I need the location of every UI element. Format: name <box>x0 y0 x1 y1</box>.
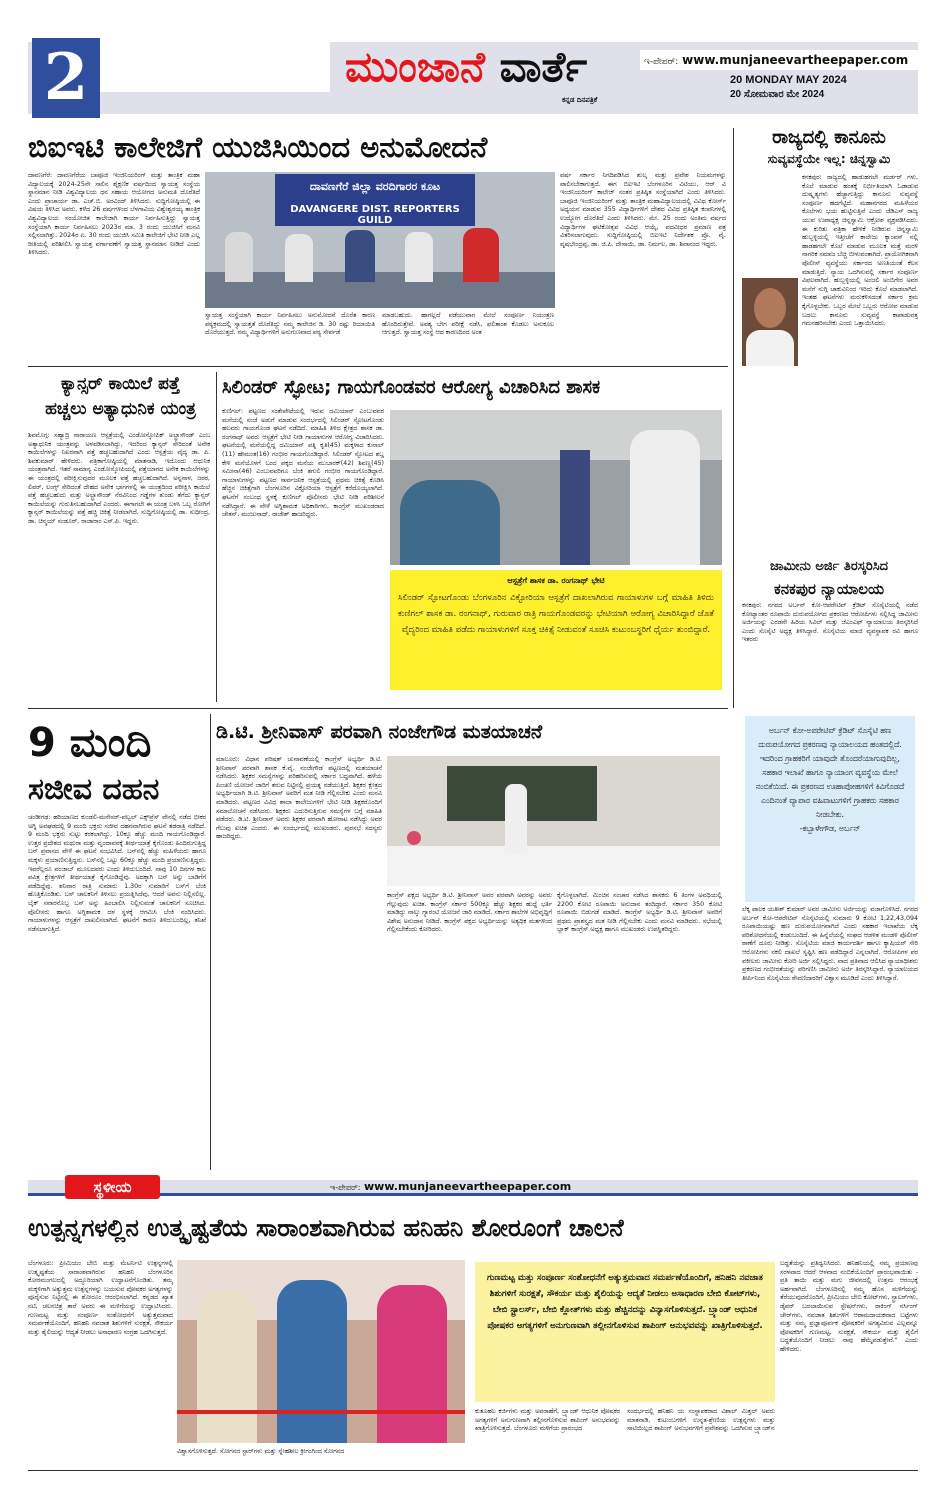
headline-dts: ಡಿ.ಟಿ. ಶ್ರೀನಿವಾಸ್ ಪರವಾಗಿ ನಂಜೇಗೌಡ ಮತಯಾಚನೆ <box>216 721 543 743</box>
story1-under-a: ಸ್ವಾಯತ್ತ ಸಂಸ್ಥೆಯಾಗಿ ಕಾರ್ಯ ನಿರ್ವಹಿಸಲು ಅನುಮೋದನೆ ದೊರೆತ ಕಾರಣ ಪಠ್ಯಕ್ರಮದಲ್ಲಿ ಸ್ವಾಯತ್ತತೆ ದೊರೆತಿದ್ದು ನಮ್ಮ ಕಾಲೇಜಿನ ಡಿ. 30 ರಷ್ಟು ರಿಯಾಯಿತಿ ದೊರೆಯುತ್ತದೆ. ನಮ್ಮ ವಿದ್ಯಾರ್ಥಿಗಳಿಗೆ ಅನುಗುಣವಾದ ಪಠ್ಯ ಸೇರ್ಪಡೆ <box>205 312 375 337</box>
story-showroom-col1: ಬೆಂಗಳೂರು: ಪ್ರೀಮಿಯಂ ಬೇಬಿ ಮತ್ತು ಮೆಟರ್ನಿಟಿ ಉತ್ಪನ್ನಗಳಲ್ಲಿ ಉತ್ಕೃಷ್ಟತೆಯ ಸಾರಾಂಶವಾಗಿರುವ ಹನಿಹನಿ ಬೆಂಗಳೂರಿನ ಕೋರಮಂಗಲದಲ್ಲಿ ಅದ್ಧೂರಿಯಾಗಿ ಉದ್ಘಾಟನೆಗೊಂಡಿತು. ತಮ್ಮ ಮಕ್ಕಳಿಗಾಗಿ ಅತ್ಯುತ್ತಮ ಉತ್ಪನ್ನಗಳನ್ನು ಬಯಸುವ ಪೋಷಕರ ಅಗತ್ಯಗಳನ್ನು ಪೂರೈಸುವ ನಿಟ್ಟಿನಲ್ಲಿ ಈ ಶೋರೂಂ ಆರಂಭಿಸಲಾಗಿದೆ. ಕನ್ನಡದ ಖ್ಯಾತ ನಟಿ, ಚಲನಚಿತ್ರ ತಾರೆ ಅವರು ಈ ಮಳಿಗೆಯನ್ನು ಉದ್ಘಾಟಿಸಿದರು. ಗುಣಮಟ್ಟ ಮತ್ತು ಸಂಪೂರ್ಣ ಸಂಶೋಧನೆಗೆ ಅತ್ಯುತ್ತಮವಾದ ಸಮರ್ಪಣೆಯೊಂದಿಗೆ, ಹನಿಹನಿ ನವಜಾತ ಶಿಶುಗಳಿಗೆ ಸುರಕ್ಷತೆ, ಸೌಕರ್ಯ ಮತ್ತು ಶೈಲಿಯನ್ನು ಆದ್ಯತೆ ನೀಡಲು ಅಸಾಧಾರಣ ಸಂಗ್ರಹ ಒದಗಿಸುತ್ತದೆ. <box>28 1260 173 1336</box>
date-en: 20 MONDAY MAY 2024 <box>730 74 847 86</box>
story1-under-b: ಮಾಡಬಹುದು. ಹಾಗಲ್ಲದೆ ಪಡೆಯುವಾಗ ಮೇಲೆ ಸಂಪೂರ್ಣ ನಿಯಂತ್ರಣ ಹೊಂದಿರುತ್ತೇವೆ. ಅವಶ್ಯ ಬೇಗ ಪರೀಕ್ಷೆ ನಡೆಸಿ, ಫಲಿತಾಂಶ ಕೊಡಲು ಅನುಕೂಲ ಆಗುತ್ತದೆ. ಸ್ವಾಯತ್ತ ಸಂಸ್ಥೆ ಆದ ಕಾರಣದಿಂದ ಅಂತ <box>382 312 554 337</box>
logo-red: ಮುಂಜಾನೆ <box>345 42 485 91</box>
logo <box>345 42 587 92</box>
masthead-white-strip <box>100 42 330 92</box>
photo-campaign <box>387 756 720 886</box>
caption-box-hospital: ಆಸ್ಪತ್ರೆಗೆ ಶಾಸಕ ಡಾ. ರಂಗನಾಥ್ ಭೇಟಿ ಸಿಲಿಂಡರ್ ಸ್ಫೋಟಗೊಂಡು ಬೆಂಗಳೂರಿನ ವಿಕ್ಟೋರಿಯಾ ಆಸ್ಪತ್ರೆಗೆ ದಾಖಲಾಗಿರುವ ಗಾಯಾಳುಗಳ ಬಗ್ಗೆ ಮಾಹಿತಿ ತಿಳಿದು ಕುಣಿಗಲ್ ಶಾಸಕ ಡಾ. ರಂಗನಾಥ್, ಗುರುವಾರ ರಾತ್ರಿ ಗಾಯಗೊಂಡವರನ್ನು ಭೇಟಿಯಾಗಿ ಆರೋಗ್ಯ ವಿಚಾರಿಸಿದ್ದಾರೆ ಜೊತೆ ವೈದ್ಯರಿಂದ ಮಾಹಿತಿ ಪಡೆದು ಗಾಯಾಳುಗಳಿಗೆ ಸೂಕ್ತ ಚಿಕಿತ್ಸೆ ನೀಡುವಂತೆ ಸೂಚಿಸಿ ಕುಟುಂಬಸ್ಥರಿಗೆ ಧೈರ್ಯ ತುಂಬಿದ್ದಾರೆ. <box>390 570 722 690</box>
headline-law: ರಾಜ್ಯದಲ್ಲಿ ಕಾನೂನು ಸುವ್ಯವಸ್ಥೆಯೇ ಇಲ್ಲ: ಚಿನ್ನಸ್ವಾಮಿ <box>767 127 891 166</box>
story-cylinder-text: ಕುಣಿಗಲ್: ಪಟ್ಟಣದ ಸಂತೇಪೇಟೆಯಲ್ಲಿ ಇರುವ ದಮಿಯಾನ್ ಎಂಬುವವರ ಮನೆಯಲ್ಲಿ ಸಂಜೆ ಅಡುಗೆ ಮಾಡುವ ಸಂದರ್ಭದಲ್ಲಿ ಸಿಲಿಂಡರ್ ಸ್ಫೋಟಗೊಂಡು ಹಲವರು ಗಾಯಗೊಂಡ ಘಟನೆ ನಡೆದಿದೆ. ಮಾಹಿತಿ ತಿಳಿದ ಕ್ಷೇತ್ರದ ಶಾಸಕ ಡಾ. ರಂಗನಾಥ್ ಅವರು ಆಸ್ಪತ್ರೆಗೆ ಭೇಟಿ ನೀಡಿ ಗಾಯಾಳುಗಳ ಆರೋಗ್ಯ ವಿಚಾರಿಸಿದರು. ಘಟನೆಯಲ್ಲಿ ಮನೆಯಲ್ಲಿದ್ದ ದಮಿಯಾನ್ ಪತ್ನಿ ಕೃತಿ(45) ಮಕ್ಕಳಾದ ಕುನಾಲ್ (11) ಹೇಮಂತ(16) ಗಂಭೀರ ಗಾಯಗೊಂಡಿದ್ದಾರೆ. ಸಿಲಿಂಡರ್ ಸ್ಫೋಟದ ಶಬ್ದ ಕೇಳಿ ಮನೆಯೊಳಗೆ ಬಂದ ಪಕ್ಕದ ಮನೆಯ ಮುಬಾರಕ್(42) ಶಿವಣ್ಣ(45) ಸಮೀನಾ(46) ಎಂಬುವವರಿಗೂ ಬೆಂಕಿ ತಗುಲಿ ಗಂಭೀರ ಗಾಯಗೊಂಡಿದ್ದಾರೆ. ಗಾಯಾಳುಗಳನ್ನು ಪಟ್ಟಣದ ಸಾರ್ವಜನಿಕ ಆಸ್ಪತ್ರೆಯಲ್ಲಿ ಪ್ರಥಮ ಚಿಕಿತ್ಸೆ ಕೊಡಿಸಿ ಹೆಚ್ಚಿನ ಚಿಕಿತ್ಸೆಗಾಗಿ ಬೆಂಗಳೂರಿನ ವಿಕ್ಟೋರಿಯಾ ಆಸ್ಪತ್ರೆಗೆ ಕರೆದೊಯ್ಯಲಾಗಿದೆ. ಘಟನೆಗೆ ಸಂಬಂಧ ಸ್ಥಳಕ್ಕೆ ಕುಣಿಗಲ್ ಪೊಲೀಸರು ಭೇಟಿ ನೀಡಿ ಪರಿಶೀಲನೆ ನಡೆಸಿದ್ದಾರೆ. ಈ ವೇಳೆ ಅಗ್ನಿಶಾಮಕ ಅಧಿಕಾರಿಗಳು, ಕಾಂಗ್ರೆಸ್ ಮುಖಂಡರಾದ ಚೇತನ್, ಮಂಜುನಾಥ್, ರಾಜೇಶ್ ಹಾಜರಿದ್ದರು. <box>222 408 384 519</box>
quote-box: ಅರ್ಬನ್ ಕೋ-ಅಪರೇಟಿವ್ ಕ್ರೆಡಿಟ್ ಸೊಸೈಟಿ ಹಣ ದುರುಪಯೋಗದ ಪ್ರಕರಣವು ನ್ಯಾಯಾಲಯದ ಹಂತದಲ್ಲಿದೆ. ಇದರಿಂದ ಗ್ರಾಹಕರಿಗೆ ಯಾವುದೇ ತೊಂದರೆಯಾಗುವುದಿಲ್ಲ, ಸಹಕಾರ ಇಲಾಖೆ ಹಾಗೂ ನ್ಯಾಯಾಂಗ ವ್ಯವಸ್ಥೆಯ ಮೇಲೆ ನಂಬಿಕೆಯಿದೆ. ಈ ಪ್ರಕರಣದ ಊಹಾಪೋಹಗಳಿಗೆ ಕಿವಿಗೊಡದೆ ಎಂದಿನಂತೆ ವ್ಯಾಪಾರ ವಹಿವಾಟುಗಳಿಗೆ ಗ್ರಾಹಕರು ಸಹಕಾರ ನೀಡಬೇಕು. -ಕಬ್ಬಾಳೇಗೌಡ, ಅರ್ಬನ್ <box>745 716 915 902</box>
story-dts-col3: ಕೈಗೊಳ್ಳಲಾಗಿದೆ. ಮಿಂಚಿನ ಸಂಚಾರ ನಡೆಸಿದ ಶಾಸಕರು 6 ತಿಂಗಳ ಅವಧಿಯಲ್ಲಿ 2200 ಕೋಟಿ ರೂಪಾಯಿ ಅನುದಾನ ತಂದಿದ್ದಾರೆ. ಸರ್ಕಾರ 350 ಕೋಟಿ ರೂಪಾಯಿ ಬಿಡುಗಡೆ ಮಾಡಿದೆ. ಕಾಂಗ್ರೆಸ್ ಅಭ್ಯರ್ಥಿ ಡಿ.ಟಿ. ಶ್ರೀನಿವಾಸ್ ಅವರಿಗೆ ಪ್ರಥಮ ಪ್ರಾಶಸ್ತ್ಯದ ಮತ ನೀಡಿ ಗೆಲ್ಲಿಸಬೇಕು ಎಂದು ಮನವಿ ಮಾಡಿದರು. ಸಭೆಯಲ್ಲಿ ಬ್ಲಾಕ್ ಕಾಂಗ್ರೆಸ್ ಅಧ್ಯಕ್ಷ ಹಾಗೂ ಮುಖಂಡರು ಉಪಸ್ಥಿತರಿದ್ದರು. <box>557 892 722 934</box>
story1-col3: ವರ್ಷ ಸರ್ಕಾರ ನಿಗದಿಪಡಿಸಿದ ಶುಲ್ಕ ಮತ್ತು ಪ್ರವೇಶ ನಿಯಮಗಳನ್ನು ಪಾಲಿಸಬೇಕಾಗುತ್ತದೆ. ಈಗ ಬಿಐಇಟಿ ಬೆಂಗಳೂರಿನ ವಿಟಿಯು, ಆರ್ ವಿ ಇಂಜಿನಿಯರಿಂಗ್ ಕಾಲೇಜ್ ನಂತರ ಪ್ರತಿಷ್ಠಿತ ಸಂಸ್ಥೆಯಾಗಿದೆ ಎಂದು ತಿಳಿಸಿದರು. ಬಾಪೂಜಿ ಇಂಜಿನಿಯರಿಂಗ್ ಮತ್ತು ತಾಂತ್ರಿಕ ಮಹಾವಿದ್ಯಾಲಯದಲ್ಲಿ ವಿವಿಧ ಕೋರ್ಸ್ ಅಧ್ಯಯನ ಮಾಡುವ 355 ವಿದ್ಯಾರ್ಥಿಗಳಿಗೆ ದೇಶದ ವಿವಿಧ ಪ್ರತಿಷ್ಠಿತ ಕಂಪನಿಗಳಲ್ಲಿ ಉದ್ಯೋಗ ದೊರೆತಿದೆ ಎಂದು ತಿಳಿಸಿದರು. ಮೇ. 25 ರಂದು ಅಂತಿಮ ವರ್ಷದ ವಿದ್ಯಾರ್ಥಿಗಳ ಘಟಿಕೋತ್ಸವ ವಿವಿಧ ಆಯ್ಕೆ, ಪದವೀಧರ ಪ್ರಮಾಣ ಪತ್ರ ವಿತರಿಸಲಾಗುವುದು. ಸುದ್ದಿಗೋಷ್ಠಿಯಲ್ಲಿ ಬಿಐಇಟಿ ನಿರ್ದೇಶಕ ಪ್ರೊ. ವೈ. ವೃಷಭೇಂದ್ರಪ್ಪ, ಡಾ. ಜಿ.ಪಿ. ದೇಸಾಯಿ, ಡಾ. ನಿರ್ಮಲ, ಡಾ. ಶಿವಾನಂದ ಇದ್ದರು. <box>560 172 726 248</box>
divider <box>28 708 728 709</box>
tagline: ಕನ್ನಡ ದಿನಪತ್ರಿಕೆ <box>562 96 598 104</box>
story-bail-text2: ಲೆಕ್ಕ ಪಾಲಕ ಯತೀಶ್ ಕುಮಾರ್ ಅವರ ಜಾಮೀನು ಅರ್ಜಿಯನ್ನು ವಜಾಗೊಳಿಸಿದೆ. ನಗರದ ಅರ್ಬನ್ ಕೋ-ಆಪರೇಟಿವ್ ಸೊಸೈಟಿಯಲ್ಲಿ ಸುಮಾರು 9 ಕೋಟಿ 1,22,43,094 ರೂಪಾಯಿಯಷ್ಟು ಹಣ ದುರುಪಯೋಗವಾಗಿದೆ ಎಂದು ಸಹಕಾರ ಇಲಾಖೆಯ ಲೆಕ್ಕ ಪರಿಶೋಧನೆಯಲ್ಲಿ ಕಂಡುಬಂದಿದೆ. ಈ ಹಿನ್ನೆಲೆಯಲ್ಲಿ ಸಂಘದ ಆಡಳಿತ ಮಂಡಳಿ ಪೊಲೀಸ್ ಠಾಣೆಗೆ ದೂರು ನೀಡಿತ್ತು. ಸೊಸೈಟಿಯ ಮಾಜಿ ಕಾರ್ಯದರ್ಶಿ ಹಾಗೂ ಕ್ಯಾಷಿಯರ್ ಸೇರಿ ಆರೋಪಿಗಳು ನಕಲಿ ದಾಖಲೆ ಸೃಷ್ಟಿಸಿ ಹಣ ಪಡೆದಿದ್ದಾರೆ ಎನ್ನಲಾಗಿದೆ. ಆರೋಪಿಗಳ ಪರ ವಕೀಲರು ಜಾಮೀನು ಕೋರಿ ಅರ್ಜಿ ಸಲ್ಲಿಸಿದ್ದರು. ವಾದ ಪ್ರತಿವಾದ ಆಲಿಸಿದ ನ್ಯಾಯಾಧೀಶರು ಪ್ರಕರಣದ ಗಂಭೀರತೆಯನ್ನು ಪರಿಗಣಿಸಿ ಜಾಮೀನು ಅರ್ಜಿ ತಿರಸ್ಕರಿಸಿದ್ದಾರೆ. ನ್ಯಾಯಾಲಯದ ತೀರ್ಪಿನಿಂದ ಸೊಸೈಟಿಯ ಠೇವಣಿದಾರರಿಗೆ ವಿಶ್ವಾಸ ಮೂಡಿದೆ ಎಂದು ತಿಳಿಸಿದ್ದಾರೆ. <box>742 906 918 982</box>
photo-press-meet <box>205 172 555 308</box>
divider <box>210 714 211 1170</box>
divider <box>733 128 734 708</box>
story-showroom-col-a: ಕುತೂಹಲ ಕರ್ಜಿಗಳು ಮತ್ತು ಅವರಾಹೆಗೆ, ಬ್ರ್ಯಾಂಡ್ ಆಧುನಿಕ ಪೋಷಕರ ಅಗತ್ಯಗಳಿಗೆ ಅನುಗುಣವಾಗಿ ತಲ್ಲೀನಗೊಳಿಸುವ ಶಾಪಿಂಗ್ ಅನುಭವವನ್ನು ಖಾತ್ರಿಗೊಳಿಸುತ್ತದೆ. ಬೆಂಗಳೂರು ಮಳಿಗೆಯ ಪ್ರಾರಂಭದ <box>475 1408 620 1433</box>
headline-cancer: ಕ್ಯಾನ್ಸರ್ ಕಾಯಿಲೆ ಪತ್ತೆ ಹಚ್ಚಲು ಅತ್ಯಾಧುನಿಕ ಯಂತ್ರ <box>45 374 196 419</box>
divider <box>28 366 728 367</box>
epaper-link[interactable]: www.munjaneevartheepaper.com <box>364 1180 572 1193</box>
divider <box>216 372 217 702</box>
story-showroom-col-b: ಸಂದರ್ಭದಲ್ಲಿ ಹನಿಹನಿ ಯ ಸಂಸ್ಥಾಪಕರಾದ ವಿಶಾಲ್ ಮಿತ್ತಲ್ ಅವರು ಮಾತನಾಡಿ, ಕುಟುಂಬಗಳಿಗೆ ಉನ್ನತ-ಶ್ರೇಣಿಯ ಉತ್ಪನ್ನಗಳು ಮತ್ತು ಸಾಟಿಯಿಲ್ಲದ ಶಾಪಿಂಗ್ ಅನುಭವಗಳಿಗೆ ಪ್ರವೇಶವನ್ನು ಒದಗಿಸುವ ಬ್ರ್ಯಾಂಡ್‌ನ <box>627 1408 775 1433</box>
story-law-text: ಕನಕಪುರ: ರಾಜ್ಯದಲ್ಲಿ ಹಾಡುಹಗಲೇ ಮರ್ಡರ್ ಗಳು, ಕೊಲೆ ಮಾಡುವ ಹಂತಕ್ಕೆ ನಿರ್ಭೀತಿಯಾಗಿ ಓಡಾಡುವ ದುಷ್ಕೃತ್ಯಗಳು ಹೆಚ್ಚಾಗುತ್ತಿದ್ದು ಕಾನೂನು ಸುವ್ಯವಸ್ಥೆ ಸಂಪೂರ್ಣ ಹದಗೆಟ್ಟಿದೆ. ಮಹಾನಗರದ ಮಹಿಳೆಯರ ಕೊಲೆಗಳು ಭಯ ಹುಟ್ಟಿಸುತ್ತಿವೆ ಎಂದು ಜೆಡಿಎಸ್ ರಾಜ್ಯ ಯುವ ಉಪಾಧ್ಯಕ್ಷ ಚಿನ್ನಸ್ವಾಮಿ ಆಕ್ರೋಶ ವ್ಯಕ್ತಪಡಿಸಿದರು. ಈ ಕುರಿತು ಪತ್ರಿಕಾ ಹೇಳಿಕೆ ನೀಡಿರುವ ಚಿನ್ನಸ್ವಾಮಿ ಹುಬ್ಬಳ್ಳಿಯಲ್ಲಿ ಇತ್ತೀಚೆಗೆ ಕಾಲೇಜು ಕ್ಯಾಂಪಸ್ ನಲ್ಲಿ ಹಾಡಹಗಲೇ ಕೊಲೆ ಮಾಡುವ ಮೂಲಕ ಮತ್ತೆ ಮರಳಿ ನಾಗರಿಕ ಸಮಾಜ ಬೆಚ್ಚಿ ಬೀಳುವಂತಾಗಿದೆ. ಪ್ರಾಯೋಗಿಕವಾಗಿ ಪೊಲೀಸ್ ವ್ಯವಸ್ಥೆಯು ಸರ್ಕಾರದ ಅಣತಿಯಂತೆ ಕೆಲಸ ಮಾಡುತ್ತಿದೆ. ನ್ಯಾಯ ಒದಗಿಸುವಲ್ಲಿ ಸರ್ಕಾರ ಸಂಪೂರ್ಣ ವಿಫಲವಾಗಿದೆ. ಹುಬ್ಬಳ್ಳಿಯಲ್ಲಿ ಅಂಜಲಿ ಅಂಬಿಗೇರ ಅವರ ಮನೆಗೆ ನುಗ್ಗಿ ಚಾಕುವಿನಿಂದ ಇರಿದು ಕೊಲೆ ಮಾಡಲಾಗಿದೆ. ಇಂತಹ ಘಟನೆಗಳು ಮರುಕಳಿಸದಂತೆ ಸರ್ಕಾರ ಕ್ರಮ ಕೈಗೊಳ್ಳಬೇಕು. ಒಬ್ಬರ ಮೇಲೆ ಒಬ್ಬರು ಆರೋಪ ಮಾಡುವ ಬದಲು ಕಾನೂನು ಸುವ್ಯವಸ್ಥೆ ಕಾಪಾಡುವತ್ತ ಗಮನಹರಿಸಬೇಕು ಎಂದು ಒತ್ತಾಯಿಸಿದರು. <box>742 174 918 552</box>
headline-biet: ಬಿಐಇಟಿ ಕಾಲೇಜಿಗೆ ಯುಜಿಸಿಯಿಂದ ಅನುಮೋದನೆ <box>28 130 488 164</box>
story-showroom-col-right: ಬದ್ಧತೆಯನ್ನು ಪ್ರತಿಧ್ವನಿಸಿದರು. ಹನಿಹನಿಯಲ್ಲಿ ನಮ್ಮ ಪ್ರಯಾಣವು ಸರಳವಾದ ಆದರೆ ಆಳವಾದ ನಂಬಿಕೆಯೊಂದಿಗೆ ಪ್ರಾರಂಭವಾಯಿತು - ಪ್ರತಿ ತಾಯಿ ಮತ್ತು ಮಗು ಜೀವನದಲ್ಲಿ ಉತ್ತಮ ಆರಂಭಕ್ಕೆ ಅರ್ಹವಾಗಿದೆ. ಬೆಂಗಳೂರಿನಲ್ಲಿ ನಮ್ಮ ಹೊಸ ಮಳಿಗೆಯನ್ನು ತೆರೆಯುವುದರೊಂದಿಗೆ, ಪ್ರೀಮಿಯಂ ಬೇಬಿ ಕೋಟ್‌ಗಳು, ಸ್ಟ್ರಾಲರ್‌ಗಳು, ಡೈಪರ್ ಬದಲಾಯಿಸುವ ಸ್ಟೇಷನ್‌ಗಳು, ರಾಕಿಂಗ್ ನರ್ಸಿಂಗ್ ಚೇರ್‌ಗಳು, ನವಜಾತ ಶಿಶುಗಳಿಗೆ ಆರಾಮದಾಯಕವಾದ ಬಟ್ಟೆಗಳು ಮತ್ತು ನಮ್ಮ ಪ್ರಜ್ಞಾಪೂರ್ವಕ ಪೋಷಕರಿಗೆ ಅಗತ್ಯವಿರುವ ಎಲ್ಲವನ್ನೂ ಪೋಷಕರಿಗೆ ಗುಣಮಟ್ಟ, ಸುರಕ್ಷತೆ, ಸೌಕರ್ಯ ಮತ್ತು ಶೈಲಿಗೆ ಬದ್ಧತೆಯೊಂದಿಗೆ ನೀಡಲು ನಾವು ಹೆಮ್ಮೆಪಡುತ್ತೇವೆ." ಎಂದು ಹೇಳಿದರು. <box>780 1260 918 1353</box>
story-cancer-text: ಶಿವಮೊಗ್ಗ: ಸಹ್ಯಾದ್ರಿ ನಾರಾಯಣ ಆಸ್ಪತ್ರೆಯಲ್ಲಿ ಎಂಡೋಸ್ಕೋಪಿಕ್ ಅಲ್ಟ್ರಾಸೌಂಡ್ ಎಂಬ ಅತ್ಯಾಧುನಿಕ ಯಂತ್ರವನ್ನು ಅಳವಡಿಸಲಾಗಿದ್ದು, ಇದರಿಂದ ಕ್ಯಾನ್ಸರ್ ಸೇರಿದಂತೆ ಅನೇಕ ಕಾಯಿಲೆಗಳನ್ನು ನಿಖರವಾಗಿ ಪತ್ತೆ ಹಚ್ಚಬಹುದಾಗಿದೆ ಎಂದು ಆಸ್ಪತ್ರೆಯ ವೈದ್ಯ ಡಾ. ಪಿ. ಶಿವಕುಮಾರ್ ಹೇಳಿದರು. ಪತ್ರಿಕಾಗೋಷ್ಠಿಯಲ್ಲಿ ಮಾತನಾಡಿ, ಇದೊಂದು ಆಧುನಿಕ ಯಂತ್ರವಾಗಿದೆ. ಇತರೆ ಸಾಮಾನ್ಯ ಎಂಡೋಸ್ಕೋಪಿಯಲ್ಲಿ ಪತ್ತೆಯಾಗದ ಅನೇಕ ಕಾಯಿಲೆಗಳನ್ನು ಈ ಯಂತ್ರದಲ್ಲಿ ಪರೀಕ್ಷಿಸುವುದರ ಮೂಲಕ ಪತ್ತೆ ಹಚ್ಚಬಹುದಾಗಿದೆ. ಅನ್ನನಾಳ, ಜಠರ, ಲಿವರ್, ಲಂಗ್ಸ್ ಸೇರಿದಂತೆ ದೇಹದ ಅನೇಕ ಭಾಗಗಳಲ್ಲಿ ಈ ಯಂತ್ರದಿಂದ ಪರೀಕ್ಷಿಸಿ ಕಾಯಿಲೆ ಪತ್ತೆ ಹಚ್ಚಬಹುದು ಮತ್ತು ಅಲ್ಟ್ರಾಸೌಂಡ್ ನೆರವಿನಿಂದ ಗಡ್ಡೆಗಳ ತುಂಡು ತೆಗೆದು ಕ್ಯಾನ್ಸರ್ ಕಾಯಿಲೆಯನ್ನು ಗುರುತಿಸಬಹುದಾಗಿದೆ ಎಂದರು. ಈಗಾಗಲೇ ಈ ಯಂತ್ರ ಬಳಸಿ ಒಬ್ಬ ರೋಗಿಗೆ ಕ್ಯಾನ್ಸರ್ ಕಾಯಿಲೆಯನ್ನು ಪತ್ತೆ ಹಚ್ಚಿ ಚಿಕಿತ್ಸೆ ನೀಡಲಾಗಿದೆ. ಸುದ್ದಿಗೋಷ್ಠಿಯಲ್ಲಿ ಡಾ. ಸುಧೀಂದ್ರ, ಡಾ. ಚಿನ್ಮಯ್ ಸಂಡೂರ್, ರಾಜಾರಾಂ ಎಸ್.ಪಿ. ಇದ್ದರು. <box>28 432 210 525</box>
story1-col1: ದಾವಣಗೆರೆ: ದಾವಣಗೆರೆಯ ಬಾಪೂಜಿ ಇಂಜಿನಿಯರಿಂಗ್ ಮತ್ತು ತಾಂತ್ರಿಕ ಮಹಾ ವಿದ್ಯಾಲಯಕ್ಕೆ 2024-25ನೇ ಸಾಲಿನ ಶೈಕ್ಷಣಿಕ ವರ್ಷದಿಂದ ಸ್ವಾಯತ್ತ ಸಂಸ್ಥೆಯ ಸ್ಥಾನಮಾನ ನೀಡಿ ವಿಶ್ವವಿದ್ಯಾಲಯ ಧನ ಸಹಾಯ ಆಯೋಗದ ಅನುಮತಿ ದೊರೆತಿದೆ ಎಂದು ಪ್ರಾಚಾರ್ಯ ಡಾ. ಎಚ್.ಬಿ. ಅರವಿಂದ್ ತಿಳಿಸಿದರು. ಸುದ್ದಿಗೋಷ್ಠಿಯಲ್ಲಿ ಈ ವಿಷಯ ತಿಳಿಸಿದ ಅವರು, ಕಳೆದ 26 ವರ್ಷಗಳಿಂದ ಬೆಳಗಾವಿಯ ವಿಶ್ವೇಶ್ವರಯ್ಯ ತಾಂತ್ರಿಕ ವಿಶ್ವವಿದ್ಯಾಲಯ ಸಂಯೋಜಿತ ಕಾಲೇಜಾಗಿ ಕಾರ್ಯ ನಿರ್ವಹಿಸುತ್ತಿದ್ದು ಸ್ವಾಯತ್ತ ಸಂಸ್ಥೆಯಾಗಿ ಕಾರ್ಯ ನಿರ್ವಹಿಸಲು 2023ರ ಮಾ. 3 ರಂದು ಯುಜಿಸಿಗೆ ಮನವಿ ಸಲ್ಲಿಸಲಾಗಿತ್ತು. 2024ರ ಏ. 30 ರಂದು ಯುಜಿಸಿ ಸಮಿತಿ ಕಾಲೇಜಿಗೆ ಭೇಟಿ ನೀಡಿ ಎಲ್ಲ ರೀತಿಯಲ್ಲಿ ಪರಿಶೀಲಿಸಿ ಸ್ವಾಯತ್ತ ವರ್ಗಾವಣೆಗೆ ಸ್ವಾಯತ್ತ ಸ್ಥಾನಮಾನ ನೀಡಿದೆ ಎಂದು ತಿಳಿಸಿದರು. <box>28 172 200 257</box>
headline-fire: 9 ಮಂದಿ ಸಜೀವ ದಹನ <box>28 720 160 807</box>
story-dts-col2: ಕಾಂಗ್ರೆಸ್ ಪಕ್ಷದ ಅಭ್ಯರ್ಥಿ ಡಿ.ಟಿ. ಶ್ರೀನಿವಾಸ್ ಅವರ ಪರವಾಗಿ ಅವರನ್ನು ಅವರು ಗೆಲ್ಲುವುದು ಖಚಿತ. ಕಾಂಗ್ರೆಸ್ ಸರ್ಕಾರ 500ಕ್ಕೂ ಹೆಚ್ಚು ಶಿಕ್ಷಕರ ಹುದ್ದೆ ಭರ್ತಿ ಮಾಡಿದ್ದು ನಾಲ್ಕು ಗ್ಯಾರಂಟಿ ಯೋಜನೆ ಜಾರಿ ಮಾಡಿದೆ. ಸರ್ಕಾರ ಶಾಲೆಗಳ ಅಭಿವೃದ್ಧಿಗೆ ವಿಶೇಷ ಅನುದಾನ ನೀಡಿದೆ. ಕಾಂಗ್ರೆಸ್ ಪಕ್ಷದ ಅಭ್ಯರ್ಥಿಯನ್ನು ಅತ್ಯಧಿಕ ಮತಗಳಿಂದ ಗೆಲ್ಲಿಸಬೇಕೆಂದು ಕೋರಿದರು. <box>387 892 552 934</box>
page-number: 2 <box>32 38 100 118</box>
photo-chinnaswamy <box>742 278 798 366</box>
photo-hospital <box>390 410 722 565</box>
quote-author: -ಕಬ್ಬಾಳೇಗೌಡ, ಅರ್ಬನ್ <box>799 824 861 833</box>
headline-cylinder: ಸಿಲಿಂಡರ್ ಸ್ಫೋಟ; ಗಾಯಗೊಂಡವರ ಆರೋಗ್ಯ ವಿಚಾರಿಸಿದ ಶಾಸಕ <box>222 377 601 398</box>
story-fire-text: ಚಂಡೀಗಢ: ಹರಿಯಾಣದ ಕುಂಡಲಿ-ಮನೇಸರ್-ಪಲ್ವಲ್ ಎಕ್ಸ್‌ಪ್ರೆಸ್ ವೇನಲ್ಲಿ ನಡೆದ ಭೀಕರ ಅಗ್ನಿ ಅವಘಡದಲ್ಲಿ 9 ಮಂದಿ ಭಕ್ತರು ಸಜೀವ ದಹನವಾಗಿರುವ ಘಟನೆ ತಡರಾತ್ರಿ ನಡೆದಿದೆ. 9 ಮಂದಿ ಭಕ್ತರು ಸುಟ್ಟು ಕರಕಲಾಗಿದ್ದು, 10ಕ್ಕೂ ಹೆಚ್ಚು ಮಂದಿ ಗಾಯಗೊಂಡಿದ್ದಾರೆ. ಉತ್ತರ ಪ್ರದೇಶದ ಮಥುರಾ ಮತ್ತು ವೃಂದಾವನಕ್ಕೆ ತೀರ್ಥಯಾತ್ರೆ ಕೈಗೊಂಡು ಹಿಂದಿರುಗುತ್ತಿದ್ದ ಬಸ್ ಪ್ರವಾಸದ ವೇಳೆ ಈ ಘಟನೆ ಸಂಭವಿಸಿದೆ. ಬಸ್‌ನಲ್ಲಿ ಹೆಚ್ಚು ಮಹಿಳೆಯರು ಹಾಗೂ ಮಕ್ಕಳು ಪ್ರಯಾಣಿಸುತ್ತಿದ್ದರು. ಬಸ್‌ನಲ್ಲಿ ಒಟ್ಟು 60ಕ್ಕೂ ಹೆಚ್ಚು ಮಂದಿ ಪ್ರಯಾಣಿಸುತ್ತಿದ್ದರು. ಇವರೆಲ್ಲರೂ ಪಂಜಾಬ್ ಮೂಲದವರು ಎಂದು ತಿಳಿದುಬಂದಿದೆ. ನಾವು 10 ದಿನಗಳ ಕಾಲ ಪವಿತ್ರ ಕ್ಷೇತ್ರಗಳಿಗೆ ತೀರ್ಥಯಾತ್ರೆ ಕೈಗೊಂಡಿದ್ದೆವು. ಅದಕ್ಕಾಗಿ ಬಸ್ ಅನ್ನು ಬಾಡಿಗೆಗೆ ಪಡೆದಿದ್ದೆವು. ಶನಿವಾರ ರಾತ್ರಿ ಸುಮಾರು 1.30ರ ಸುಮಾರಿಗೆ ಬಸ್‌ಗೆ ಬೆಂಕಿ ಹೊತ್ತಿಕೊಂಡಿತು. ಬಸ್ ಚಾಲಕನಿಗೆ ತಿಳಿಸಲು ಪ್ರಯತ್ನಿಸಿದೆವು, ಆದರೆ ಅವನು ನಿಲ್ಲಿಸಲಿಲ್ಲ. ಬೈಕ್ ಸವಾರನೊಬ್ಬ ಬಸ್ ಅನ್ನು ಹಿಂಬಾಲಿಸಿ ನಿಲ್ಲಿಸುವಂತೆ ಚಾಲಕನಿಗೆ ಸೂಚಿಸಿದ. ಪೊಲೀಸರು ಹಾಗೂ ಅಗ್ನಿಶಾಮಕ ದಳ ಸ್ಥಳಕ್ಕೆ ಆಗಮಿಸಿ ಬೆಂಕಿ ನಂದಿಸಿದರು. ಗಾಯಾಳುಗಳನ್ನು ಆಸ್ಪತ್ರೆಗೆ ದಾಖಲಿಸಲಾಗಿದೆ. ಘಟನೆಗೆ ಕಾರಣ ತಿಳಿದುಬಂದಿಲ್ಲ, ತನಿಖೆ ನಡೆಸಲಾಗುತ್ತಿದೆ. <box>28 814 206 933</box>
highlight-box: ಗುಣಮಟ್ಟ ಮತ್ತು ಸಂಪೂರ್ಣ ಸಂಶೋಧನೆಗೆ ಅತ್ಯುತ್ತಮವಾದ ಸಮರ್ಪಣೆಯೊಂದಿಗೆ, ಹನಿಹನಿ ನವಜಾತ ಶಿಶುಗಳಿಗೆ ಸುರಕ್ಷತೆ, ಸೌಕರ್ಯ ಮತ್ತು ಶೈಲಿಯನ್ನು ಆದ್ಯತೆ ನೀಡಲು ಅಸಾಧಾರಣ ಬೇಬಿ ಕೋಟ್‌ಗಳು, ಬೇಬಿ ಸ್ಟ್ರಾಲರ್ಸ್, ಬೇಬಿ ಕ್ಲೋತ್‌ಗಳು ಮತ್ತು ಹೆಚ್ಚಿನದನ್ನು ವಿನ್ಯಾಸಗೊಳಿಸುತ್ತದೆ. ಬ್ರ್ಯಾಂಡ್ ಆಧುನಿಕ ಪೋಷಕರ ಅಗತ್ಯಗಳಿಗೆ ಅನುಗುಣವಾಗಿ ತಲ್ಲೀನಗೊಳಿಸುವ ಶಾಪಿಂಗ್ ಅನುಭವವನ್ನು ಖಾತ್ರಿಗೊಳಿಸುತ್ತದೆ. <box>475 1262 775 1402</box>
story-dts-col1: ಮಾಲೂರು: ವಿಧಾನ ಪರಿಷತ್ ಚುನಾವಣೆಯಲ್ಲಿ ಕಾಂಗ್ರೆಸ್ ಅಭ್ಯರ್ಥಿ ಡಿ.ಟಿ. ಶ್ರೀನಿವಾಸ್ ಪರವಾಗಿ ಶಾಸಕ ಕೆ.ವೈ. ನಂಜೇಗೌಡ ಪಟ್ಟಣದಲ್ಲಿ ಮತಯಾಚನೆ ನಡೆಸಿದರು. ಶಿಕ್ಷಕರ ಸಮಸ್ಯೆಗಳನ್ನು ಪರಿಹರಿಸುವಲ್ಲಿ ಸರ್ಕಾರ ಬದ್ಧವಾಗಿದೆ. ಹಳೆಯ ಪಿಂಚಣಿ ಯೋಜನೆ ಜಾರಿಗೆ ತರುವ ನಿಟ್ಟಿನಲ್ಲಿ ಪ್ರಯತ್ನ ನಡೆಯುತ್ತಿದೆ. ಶಿಕ್ಷಕರ ಕ್ಷೇತ್ರದ ಅಭ್ಯರ್ಥಿಯಾಗಿ ಡಿ.ಟಿ. ಶ್ರೀನಿವಾಸ್ ಅವರಿಗೆ ಮತ ನೀಡಿ ಗೆಲ್ಲಿಸಬೇಕು ಎಂದು ಮನವಿ ಮಾಡಿದರು. ಪಟ್ಟಣದ ವಿವಿಧ ಶಾಲಾ ಕಾಲೇಜುಗಳಿಗೆ ಭೇಟಿ ನೀಡಿ ಶಿಕ್ಷಕರೊಂದಿಗೆ ಸಮಾಲೋಚನೆ ನಡೆಸಿದರು. ಶಿಕ್ಷಕರು ಎದುರಿಸುತ್ತಿರುವ ಸಮಸ್ಯೆಗಳ ಬಗ್ಗೆ ಮಾಹಿತಿ ಪಡೆದರು. ಡಿ.ಟಿ. ಶ್ರೀನಿವಾಸ್ ಅವರು ಶಿಕ್ಷಕರ ಪರವಾಗಿ ಹೋರಾಟ ನಡೆಸಿದ್ದು ಅವರ ಗೆಲುವು ಖಚಿತ ಎಂದರು. ಈ ಸಂದರ್ಭದಲ್ಲಿ ಮುಖಂಡರು, ಪುರಸಭೆ ಸದಸ್ಯರು ಹಾಜರಿದ್ದರು. <box>216 756 382 841</box>
headline-bail: ಜಾಮೀನು ಅರ್ಜಿ ತಿರಸ್ಕರಿಸಿದ ಕನಕಪುರ ನ್ಯಾಯಾಲಯ <box>769 559 889 598</box>
section-epaper: ಇ-ಪೇಪರ್: www.munjaneevartheepaper.com <box>330 1180 572 1193</box>
photo-inauguration <box>177 1260 465 1443</box>
bottom-rule <box>28 1470 918 1471</box>
banner: ದಾವಣಗೆರೆ ಜಿಲ್ಲಾ ವರದಿಗಾರರ ಕೂಟ DAVANGERE DIST. REPORTERS GUILD <box>275 174 475 226</box>
headline-showroom: ಉತ್ಪನ್ನಗಳಲ್ಲಿನ ಉತ್ಕೃಷ್ಟತೆಯ ಸಾರಾಂಶವಾಗಿರುವ ಹನಿಹನಿ ಶೋರೂಂಗೆ ಚಾಲನೆ <box>28 1214 624 1242</box>
logo-black: ವಾರ್ತೆ <box>499 42 588 91</box>
epaper-link[interactable]: www.munjaneevartheepaper.com <box>682 53 909 67</box>
photo-caption: ವಿಶ್ವಾಸಗೊಳಿಸುತ್ತದೆ. ಸೋಗನದ ಸ್ಟಾರ್‌ಗಳು ಮತ್ತು ಸ್ನೇಹಶೀಲ ಕ್ರೀಗಂಗಿಂದ ಸೋಗನದ <box>177 1448 345 1455</box>
section-tab-local: ಸ್ಥಳೀಯ <box>65 1175 160 1199</box>
story-bail-text: ಕನಕಪುರ: ನಗರದ ಅರ್ಬನ್ ಕೋ-ಆಪರೇಟಿವ್ ಕ್ರೆಡಿಟ್ ಸೊಸೈಟಿಯಲ್ಲಿ ನಡೆದ ಕೋಟ್ಯಾಂತರ ರೂಪಾಯಿ ದುರುಪಯೋಗದ ಪ್ರಕರಣದ ಆರೋಪಿಗಳು ಸಲ್ಲಿಸಿದ್ದ ಜಾಮೀನು ಅರ್ಜಿಯನ್ನು ಎರಡನೇ ಹಿರಿಯ ಸಿವಿಲ್ ಮತ್ತು ಜೆಎಂಎಫ್ ನ್ಯಾಯಾಲಯ ತಿರಸ್ಕರಿಸಿದೆ ಎಂದು ಸೊಸೈಟಿ ಅಧ್ಯಕ್ಷ ತಿಳಿಸಿದ್ದಾರೆ. ಸೊಸೈಟಿಯ ಮಾಜಿ ವ್ಯವಸ್ಥಾಪಕ ರವಿ ಹಾಗೂ ಇತರರು <box>742 602 918 644</box>
date-kn: 20 ಸೋಮವಾರ ಮೇ 2024 <box>730 89 825 100</box>
epaper-box: ಇ-ಪೇಪರ್: www.munjaneevartheepaper.com <box>640 50 918 70</box>
